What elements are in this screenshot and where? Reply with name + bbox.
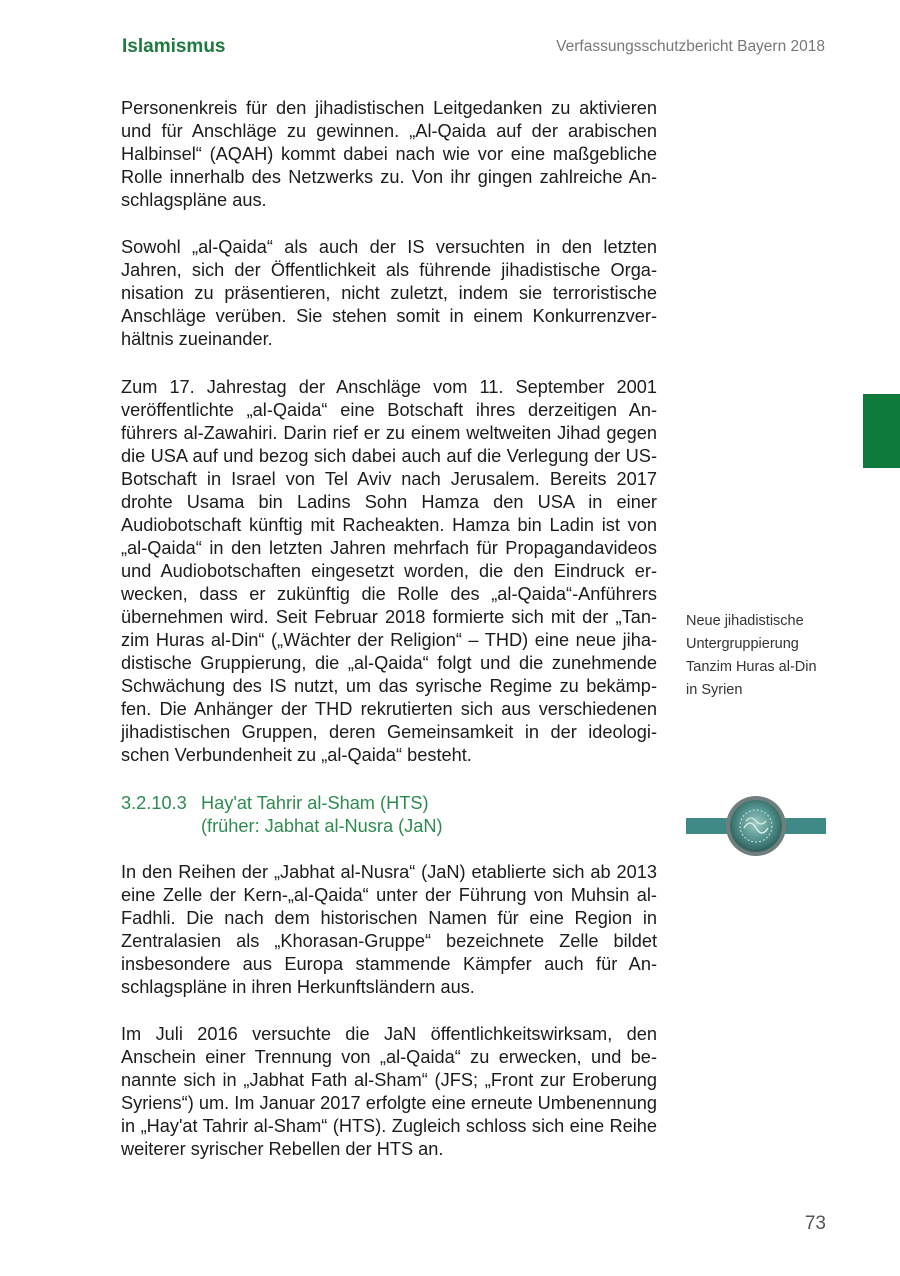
paragraph-2: Sowohl „al-Qaida“ als auch der IS versuchten in den letzten Jahren, sich der Öffentlichkeit als führende jihadistische Organisation zu präsentieren, nicht zuletzt, indem sie terroristische Anschläge verüben. Sie stehen somit in einem Konkurrenzverhältnis zueinander. [121, 237, 657, 349]
paragraph-4: In den Reihen der „Jabhat al-Nusra“ (JaN) etablierte sich ab 2013 eine Zelle der Kern-„al-Qaida“ unter der Führung von Muhsin al-Fadhli. Die nach dem historischen Namen für eine Region in Zentralasien als „Khorasan-Gruppe“ bezeichnete Zelle bildet insbesondere aus Europa stammende Kämpfer auch für Anschlagspläne in ihren Herkunftsländern aus. [121, 862, 657, 997]
chapter-tab-marker [863, 394, 900, 468]
hts-flag-emblem-icon [686, 796, 826, 858]
section-heading [121, 792, 443, 838]
paragraph-3: Zum 17. Jahrestag der Anschläge vom 11. September 2001 veröffentlichte „al-Qaida“ eine Botschaft ihres derzeitigen Anführers al-Zawahiri. Darin rief er zu einem weltweiten Jihad gegen die USA auf und bezog sich dabei auch auf die Verlegung der US-Botschaft in Israel von Tel Aviv nach Jerusalem. Bereits 2017 drohte Usama bin Ladins Sohn Hamza den USA in einer Audiobotschaft künftig mit Racheakten. Hamza bin Ladin ist von „al-Qaida“ in den letzten Jahren mehrfach für Propagandavideos und Audiobotschaften eingesetzt worden, die den Eindruck erwecken, dass er zukünftig die Rolle des „al-Qaida“-Anführers übernehmen wird. Seit Februar 2018 formierte sich mit der „Tanzim Huras al-Din“ („Wächter der Religion“ – THD) eine neue jihadistische Gruppierung, die „al-Qaida“ folgt und die zunehmende Schwächung des IS nutzt, um das syrische Regime zu bekämpfen. Die Anhänger der THD rekrutierten sich aus verschiedenen jihadistischen Gruppen, deren Gemeinsamkeit in der ideologischen Verbundenheit zu „al-Qaida“ besteht. [121, 377, 657, 765]
section-number: 3.2.10.3 [121, 793, 187, 813]
margin-note-line: in Syrien [686, 682, 743, 698]
margin-note-line: Tanzim Huras al-Din [686, 659, 817, 675]
section-title-line1: Hay'at Tahrir al-Sham (HTS) [201, 793, 429, 813]
running-header-publication: Verfassungsschutzbericht Bayern 2018 [556, 38, 825, 55]
page-number: 73 [804, 1213, 826, 1234]
paragraph-1: Personenkreis für den jihadistischen Leitgedanken zu aktivieren und für Anschläge zu gewinnen. „Al-Qaida auf der arabischen Halbinsel“ (AQAH) kommt dabei nach wie vor eine maßgebliche Rolle innerhalb des Netzwerks zu. Von ihr gingen zahlreiche Anschlagspläne aus. [121, 98, 657, 210]
section-title-line2: (früher: Jabhat al-Nusra (JaN) [201, 816, 443, 836]
paragraph-5: Im Juli 2016 versuchte die JaN öffentlichkeitswirksam, den Anschein einer Trennung von „al-Qaida“ zu erwecken, und benannte sich in „Jabhat Fath al-Sham“ (JFS; „Front zur Eroberung Syriens“) um. Im Januar 2017 erfolgte eine erneute Umbenennung in „Hay'at Tahrir al-Sham“ (HTS). Zugleich schloss sich eine Reihe weiterer syrischer Rebellen der HTS an. [121, 1024, 657, 1159]
margin-note [686, 610, 846, 702]
running-header-section: Islamismus [122, 36, 226, 57]
margin-note-line: Neue jihadistische [686, 613, 804, 629]
margin-note-line: Untergruppierung [686, 636, 799, 652]
